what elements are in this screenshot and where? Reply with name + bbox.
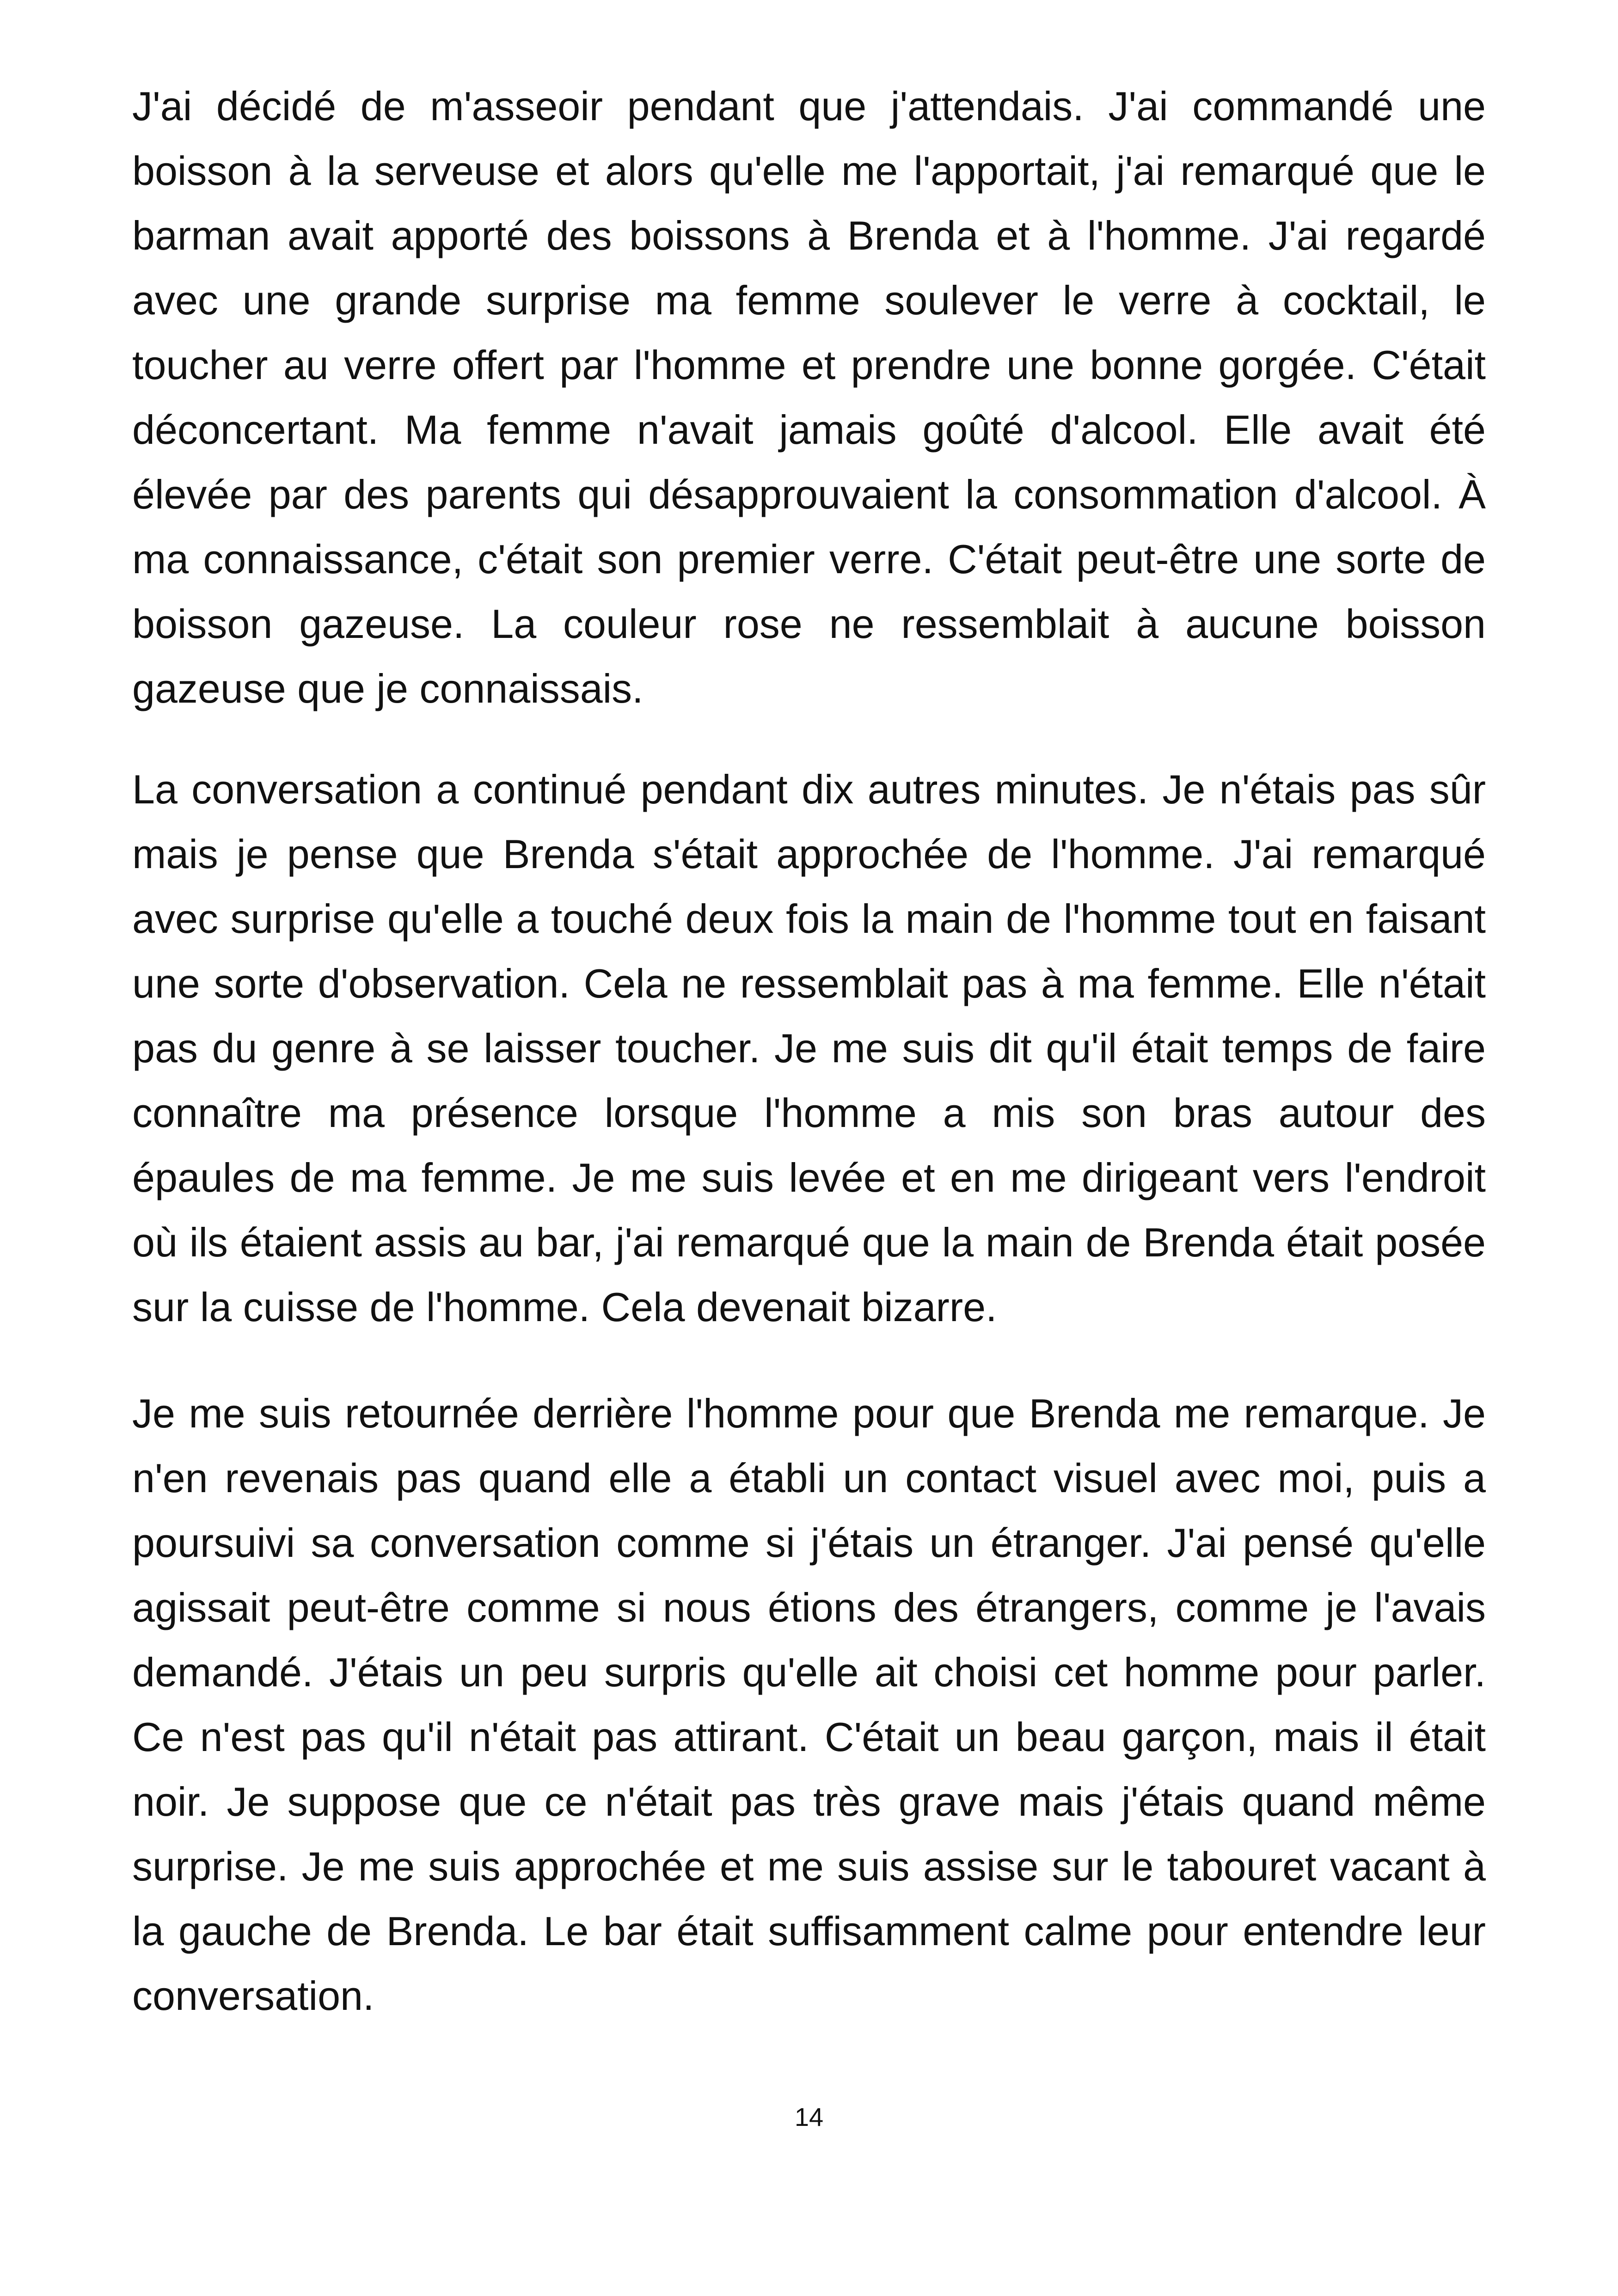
paragraph-2: La conversation a continué pendant dix autres minutes. Je n'étais pas sûr mais je pense que Brenda s'était approchée de l'homme. J'ai remarqué avec surprise qu'elle a touché deux fois la main de l'homme tout en faisant une sorte d'observation. Cela ne ressemblait pas à ma femme. Elle n'était pas du genre à se laisser toucher. Je me suis dit qu'il était temps de faire connaître ma présence lorsque l'homme a mis son bras autour des épaules de ma femme. Je me suis levée et en me dirigeant vers l'endroit où ils étaient assis au bar, j'ai remarqué que la main de Brenda était posée sur la cuisse de l'homme. Cela devenait bizarre.	[132, 766, 1486, 1330]
page-number: 14	[794, 2102, 824, 2131]
paragraph-3: Je me suis retournée derrière l'homme pour que Brenda me remarque. Je n'en revenais pas quand elle a établi un contact visuel avec moi, puis a poursuivi sa conversation comme si j'étais un étranger. J'ai pensé qu'elle agissait peut-être comme si nous étions des étrangers, comme je l'avais demandé. J'étais un peu surpris qu'elle ait choisi cet homme pour parler. Ce n'est pas qu'il n'était pas attirant. C'était un beau garçon, mais il était noir. Je suppose que ce n'était pas très grave mais j'étais quand même surprise. Je me suis approchée et me suis assise sur le tabouret vacant à la gauche de Brenda. Le bar était suffisamment calme pour entendre leur conversation.	[132, 1390, 1486, 2019]
paragraph-1: J'ai décidé de m'asseoir pendant que j'attendais. J'ai commandé une boisson à la serveuse et alors qu'elle me l'apportait, j'ai remarqué que le barman avait apporté des boissons à Brenda et à l'homme. J'ai regardé avec une grande surprise ma femme soulever le verre à cocktail, le toucher au verre offert par l'homme et prendre une bonne gorgée. C'était déconcertant. Ma femme n'avait jamais goûté d'alcool. Elle avait été élevée par des parents qui désapprouvaient la consommation d'alcool. À ma connaissance, c'était son premier verre. C'était peut-être une sorte de boisson gazeuse. La couleur rose ne ressemblait à aucune boisson gazeuse que je connaissais.	[132, 83, 1486, 711]
